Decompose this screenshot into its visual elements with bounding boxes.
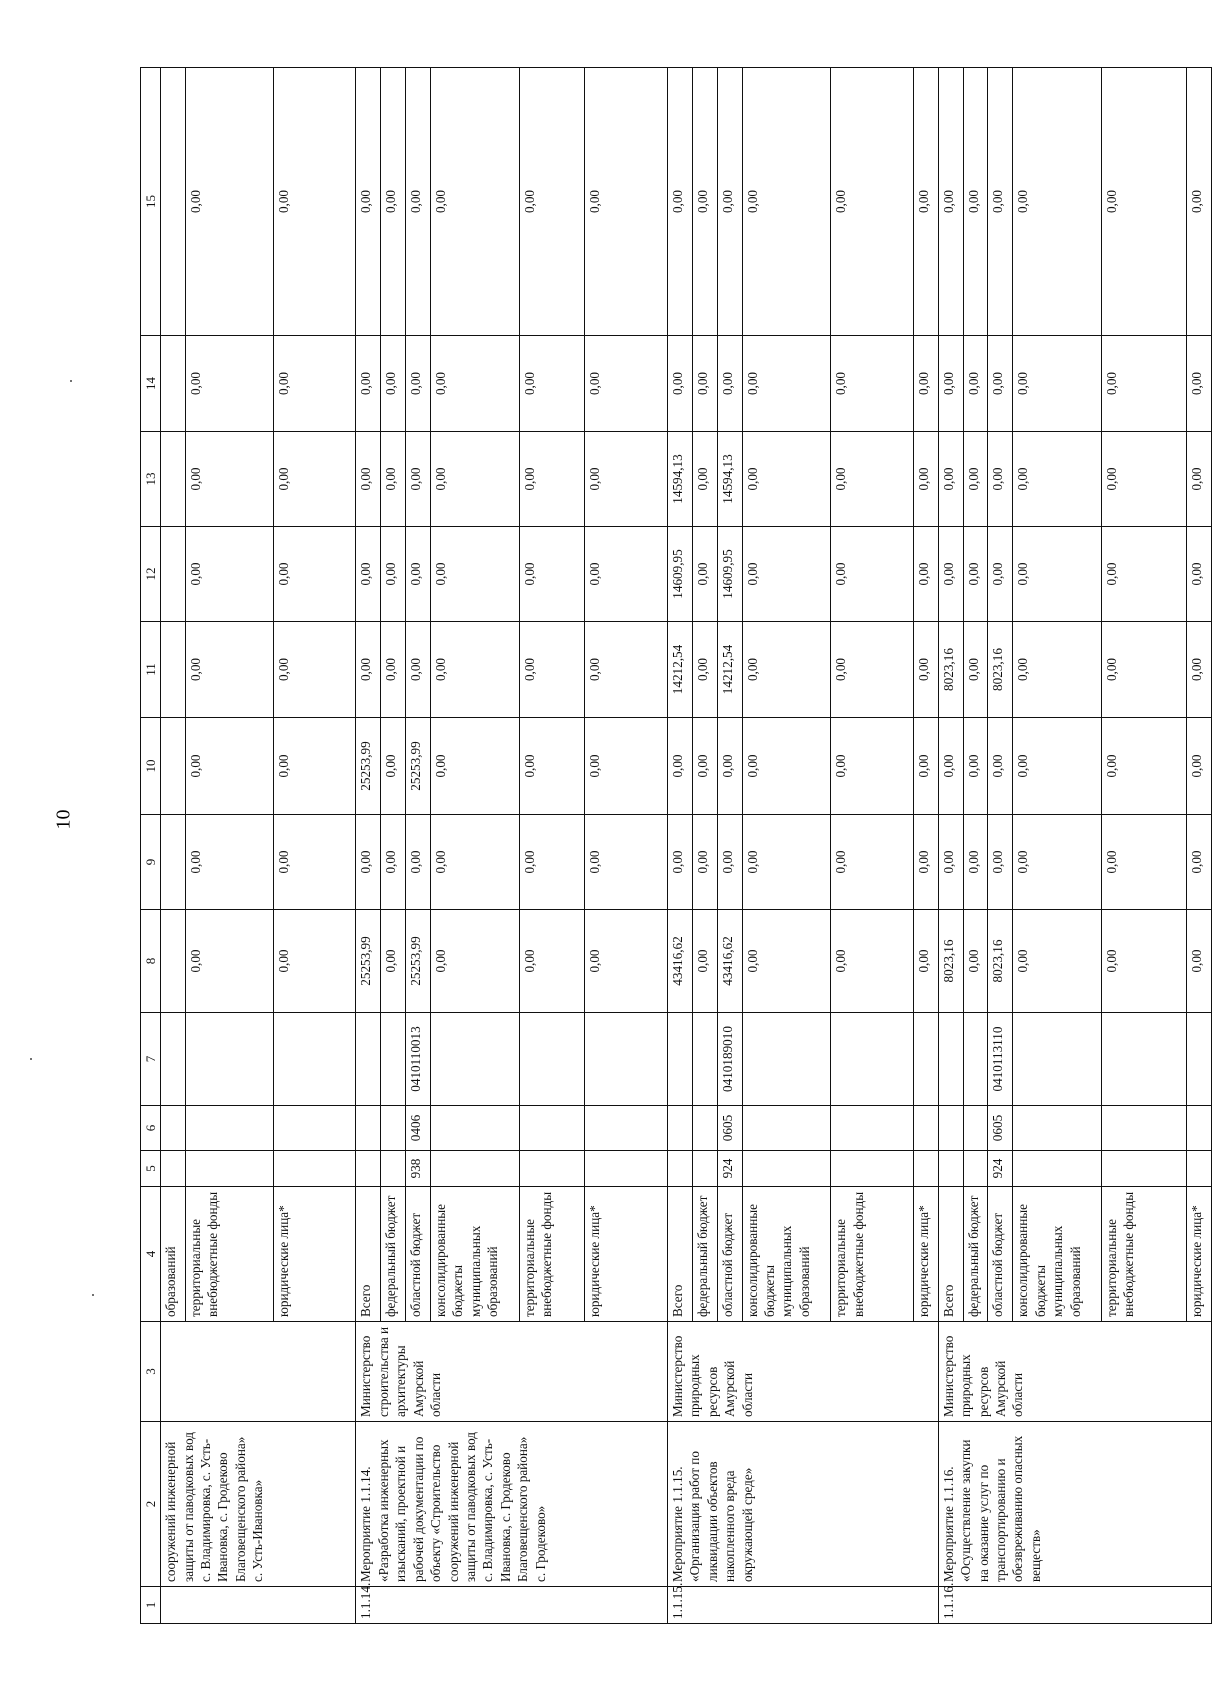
amount-cell: 0,00 xyxy=(406,68,431,336)
funding-source-cell: федеральный бюджет xyxy=(692,1187,717,1322)
empty-code-cell xyxy=(356,1013,381,1106)
amount-cell: 0,00 xyxy=(668,718,693,815)
amount-cell: 0,00 xyxy=(963,68,988,336)
empty-code-cell xyxy=(938,1106,963,1151)
empty-code-cell xyxy=(963,1106,988,1151)
amount-cell: 0,00 xyxy=(913,910,938,1013)
amount-cell: 0,00 xyxy=(1187,910,1212,1013)
amount-cell: 0,00 xyxy=(381,815,406,910)
page-number: 10 xyxy=(52,809,75,830)
funding-source-cell: Всего xyxy=(668,1187,693,1322)
scan-speck xyxy=(92,1294,94,1296)
column-number-row xyxy=(141,68,161,1624)
amount-cell: 0,00 xyxy=(742,718,830,815)
amount-cell: 8023,16 xyxy=(938,910,963,1013)
empty-code-cell xyxy=(668,1106,693,1151)
column-number: 2 xyxy=(141,1422,161,1587)
funding-source-cell: юридические лица* xyxy=(585,1187,668,1322)
amount-cell: 0,00 xyxy=(1101,336,1186,432)
amount-cell xyxy=(161,336,186,432)
amount-cell: 0,00 xyxy=(381,432,406,527)
amount-cell: 0,00 xyxy=(186,622,274,718)
amount-cell: 14594,13 xyxy=(668,432,693,527)
amount-cell: 0,00 xyxy=(519,432,585,527)
empty-code-cell xyxy=(381,1106,406,1151)
funding-source-cell: консолидированные бюджеты муниципальных образований xyxy=(1013,1187,1101,1322)
empty-code-cell xyxy=(1013,1106,1101,1151)
grbs-code-cell: 938 xyxy=(406,1151,431,1187)
target-code-cell: 0410189010 xyxy=(717,1013,742,1106)
amount-cell: 0,00 xyxy=(431,718,519,815)
target-code-cell: 0410113110 xyxy=(988,1013,1013,1106)
empty-code-cell xyxy=(913,1106,938,1151)
amount-cell: 0,00 xyxy=(692,336,717,432)
column-number: 3 xyxy=(141,1322,161,1422)
empty-code-cell xyxy=(742,1106,830,1151)
section-code-cell xyxy=(273,1106,356,1151)
funding-source-cell: юридические лица* xyxy=(1187,1187,1212,1322)
amount-cell: 0,00 xyxy=(381,622,406,718)
amount-cell xyxy=(161,432,186,527)
amount-cell: 0,00 xyxy=(186,432,274,527)
amount-cell: 0,00 xyxy=(1101,622,1186,718)
amount-cell: 0,00 xyxy=(519,622,585,718)
amount-cell: 0,00 xyxy=(585,718,668,815)
amount-cell xyxy=(161,68,186,336)
amount-cell: 0,00 xyxy=(717,336,742,432)
amount-cell: 0,00 xyxy=(831,68,914,336)
amount-cell: 0,00 xyxy=(963,910,988,1013)
amount-cell: 0,00 xyxy=(963,432,988,527)
funding-source-cell: областной бюджет xyxy=(406,1187,431,1322)
amount-cell: 0,00 xyxy=(381,68,406,336)
amount-cell: 8023,16 xyxy=(988,622,1013,718)
amount-cell: 0,00 xyxy=(1013,622,1101,718)
empty-code-cell xyxy=(692,1106,717,1151)
amount-cell: 0,00 xyxy=(988,718,1013,815)
amount-cell: 0,00 xyxy=(186,527,274,622)
empty-code-cell xyxy=(1013,1013,1101,1106)
funding-source-cell: областной бюджет xyxy=(988,1187,1013,1322)
amount-cell: 0,00 xyxy=(963,815,988,910)
table-row xyxy=(668,68,693,1624)
amount-cell: 0,00 xyxy=(913,622,938,718)
amount-cell: 0,00 xyxy=(742,336,830,432)
measure-id-cell: 1.1.16. xyxy=(938,1587,1211,1624)
column-number: 12 xyxy=(141,527,161,622)
empty-code-cell xyxy=(519,1013,585,1106)
funding-source-cell: юридические лица* xyxy=(273,1187,356,1322)
amount-cell: 0,00 xyxy=(831,622,914,718)
column-number: 11 xyxy=(141,622,161,718)
amount-cell: 0,00 xyxy=(692,68,717,336)
amount-cell: 0,00 xyxy=(742,68,830,336)
amount-cell: 0,00 xyxy=(717,718,742,815)
empty-code-cell xyxy=(356,1106,381,1151)
amount-cell: 0,00 xyxy=(406,527,431,622)
amount-cell: 0,00 xyxy=(938,336,963,432)
amount-cell: 0,00 xyxy=(963,622,988,718)
empty-code-cell xyxy=(431,1106,519,1151)
empty-code-cell xyxy=(161,1013,186,1106)
amount-cell: 0,00 xyxy=(913,718,938,815)
target-code-cell xyxy=(273,1013,356,1106)
amount-cell: 0,00 xyxy=(273,622,356,718)
column-number: 8 xyxy=(141,910,161,1013)
amount-cell: 14212,54 xyxy=(717,622,742,718)
empty-code-cell xyxy=(186,1151,274,1187)
amount-cell: 0,00 xyxy=(519,68,585,336)
amount-cell: 0,00 xyxy=(186,910,274,1013)
empty-code-cell xyxy=(161,1106,186,1151)
amount-cell: 25253,99 xyxy=(406,910,431,1013)
empty-code-cell xyxy=(431,1151,519,1187)
amount-cell: 0,00 xyxy=(431,432,519,527)
table-row xyxy=(938,68,963,1624)
measure-name-cell: Мероприятие 1.1.15. «Организация работ по ликвидации объектов накопленного вреда окружающей среде» xyxy=(668,1422,939,1587)
amount-cell: 0,00 xyxy=(1187,527,1212,622)
amount-cell: 0,00 xyxy=(273,336,356,432)
measure-name-cell: Мероприятие 1.1.16. «Осуществление закупки на оказание услуг по транспортированию и обезвреживанию опасных веществ» xyxy=(938,1422,1211,1587)
empty-code-cell xyxy=(585,1106,668,1151)
amount-cell: 0,00 xyxy=(913,527,938,622)
amount-cell: 0,00 xyxy=(585,622,668,718)
target-code-cell: 0410110013 xyxy=(406,1013,431,1106)
amount-cell: 0,00 xyxy=(692,718,717,815)
empty-code-cell xyxy=(742,1013,830,1106)
amount-cell: 0,00 xyxy=(406,815,431,910)
amount-cell: 25253,99 xyxy=(356,910,381,1013)
amount-cell: 0,00 xyxy=(431,815,519,910)
empty-code-cell xyxy=(161,1151,186,1187)
measure-name-cell: Мероприятие 1.1.14. «Разработка инженерных изысканий, проектной и рабочей документации по объекту «Строительство сооружений инженерной защиты от паводковых вод с. Владимировка, с. Усть-Ивановка, с. Гродеково Благовещенского района» с. Гродеково» xyxy=(356,1422,668,1587)
amount-cell: 0,00 xyxy=(273,910,356,1013)
amount-cell: 0,00 xyxy=(519,336,585,432)
amount-cell: 0,00 xyxy=(585,68,668,336)
amount-cell: 0,00 xyxy=(1013,910,1101,1013)
column-number: 15 xyxy=(141,68,161,336)
amount-cell: 0,00 xyxy=(356,68,381,336)
amount-cell: 0,00 xyxy=(273,815,356,910)
amount-cell: 0,00 xyxy=(585,815,668,910)
empty-code-cell xyxy=(381,1013,406,1106)
amount-cell: 14594,13 xyxy=(717,432,742,527)
amount-cell: 0,00 xyxy=(717,815,742,910)
amount-cell: 0,00 xyxy=(988,336,1013,432)
amount-cell: 0,00 xyxy=(963,718,988,815)
amount-cell: 43416,62 xyxy=(717,910,742,1013)
amount-cell: 0,00 xyxy=(668,815,693,910)
amount-cell: 0,00 xyxy=(831,336,914,432)
amount-cell: 0,00 xyxy=(831,527,914,622)
empty-code-cell xyxy=(186,1013,274,1106)
amount-cell: 0,00 xyxy=(938,815,963,910)
amount-cell: 0,00 xyxy=(356,336,381,432)
amount-cell: 0,00 xyxy=(1101,718,1186,815)
amount-cell: 8023,16 xyxy=(988,910,1013,1013)
amount-cell: 0,00 xyxy=(381,718,406,815)
column-number: 7 xyxy=(141,1013,161,1106)
amount-cell: 0,00 xyxy=(381,910,406,1013)
amount-cell: 0,00 xyxy=(186,68,274,336)
funding-source-cell: Всего xyxy=(938,1187,963,1322)
amount-cell: 0,00 xyxy=(356,527,381,622)
grbs-code-cell: 924 xyxy=(988,1151,1013,1187)
funding-source-cell: консолидированные бюджеты муниципальных образований xyxy=(431,1187,519,1322)
amount-cell: 0,00 xyxy=(356,622,381,718)
amount-cell: 0,00 xyxy=(1013,68,1101,336)
amount-cell: 0,00 xyxy=(668,336,693,432)
funding-source-cell: Всего xyxy=(356,1187,381,1322)
empty-code-cell xyxy=(742,1151,830,1187)
grbs-code-cell: 924 xyxy=(717,1151,742,1187)
amount-cell: 0,00 xyxy=(742,910,830,1013)
amount-cell: 0,00 xyxy=(186,718,274,815)
empty-code-cell xyxy=(831,1013,914,1106)
amount-cell xyxy=(161,718,186,815)
amount-cell xyxy=(161,815,186,910)
funding-source-cell: образований xyxy=(161,1187,186,1322)
amount-cell: 0,00 xyxy=(519,527,585,622)
amount-cell: 0,00 xyxy=(742,815,830,910)
empty-code-cell xyxy=(186,1106,274,1151)
amount-cell: 0,00 xyxy=(431,527,519,622)
funding-source-cell: областной бюджет xyxy=(717,1187,742,1322)
amount-cell: 0,00 xyxy=(831,432,914,527)
amount-cell: 0,00 xyxy=(431,910,519,1013)
amount-cell: 0,00 xyxy=(742,527,830,622)
amount-cell: 0,00 xyxy=(585,432,668,527)
funding-source-cell: юридические лица* xyxy=(913,1187,938,1322)
amount-cell xyxy=(161,910,186,1013)
funding-source-cell: федеральный бюджет xyxy=(381,1187,406,1322)
amount-cell: 0,00 xyxy=(273,68,356,336)
amount-cell: 0,00 xyxy=(585,336,668,432)
amount-cell: 0,00 xyxy=(938,527,963,622)
amount-cell: 0,00 xyxy=(988,815,1013,910)
amount-cell: 8023,16 xyxy=(938,622,963,718)
amount-cell: 0,00 xyxy=(406,622,431,718)
empty-code-cell xyxy=(831,1106,914,1151)
amount-cell: 0,00 xyxy=(519,910,585,1013)
amount-cell: 0,00 xyxy=(585,527,668,622)
amount-cell: 0,00 xyxy=(963,527,988,622)
amount-cell: 0,00 xyxy=(356,432,381,527)
section-code-cell: 0605 xyxy=(717,1106,742,1151)
amount-cell: 43416,62 xyxy=(668,910,693,1013)
amount-cell: 0,00 xyxy=(406,336,431,432)
empty-code-cell xyxy=(519,1106,585,1151)
table-row xyxy=(161,68,186,1624)
amount-cell: 0,00 xyxy=(988,527,1013,622)
measure-id-cell: 1.1.15. xyxy=(668,1587,939,1624)
column-number: 9 xyxy=(141,815,161,910)
amount-cell: 14609,95 xyxy=(717,527,742,622)
measure-id-cell: 1.1.14. xyxy=(356,1587,668,1624)
amount-cell: 0,00 xyxy=(273,718,356,815)
rotated-table-container xyxy=(140,68,1212,1624)
column-number: 4 xyxy=(141,1187,161,1322)
executor-cell: Министерство природных ресурсов Амурской области xyxy=(668,1322,939,1422)
amount-cell: 25253,99 xyxy=(406,718,431,815)
amount-cell: 0,00 xyxy=(988,68,1013,336)
amount-cell: 0,00 xyxy=(1187,432,1212,527)
empty-code-cell xyxy=(692,1013,717,1106)
amount-cell: 0,00 xyxy=(831,815,914,910)
amount-cell: 0,00 xyxy=(913,815,938,910)
amount-cell: 0,00 xyxy=(519,718,585,815)
amount-cell: 0,00 xyxy=(1187,718,1212,815)
amount-cell: 0,00 xyxy=(913,68,938,336)
column-number: 5 xyxy=(141,1151,161,1187)
scan-speck xyxy=(70,380,72,382)
amount-cell: 0,00 xyxy=(1101,432,1186,527)
amount-cell: 0,00 xyxy=(585,910,668,1013)
amount-cell: 0,00 xyxy=(668,68,693,336)
amount-cell: 25253,99 xyxy=(356,718,381,815)
empty-code-cell xyxy=(938,1151,963,1187)
empty-code-cell xyxy=(963,1151,988,1187)
empty-code-cell xyxy=(938,1013,963,1106)
amount-cell: 0,00 xyxy=(913,336,938,432)
amount-cell: 0,00 xyxy=(1013,527,1101,622)
amount-cell: 0,00 xyxy=(1187,622,1212,718)
table-row xyxy=(356,68,381,1624)
amount-cell: 14609,95 xyxy=(668,527,693,622)
section-code-cell: 0605 xyxy=(988,1106,1013,1151)
amount-cell: 0,00 xyxy=(406,432,431,527)
empty-code-cell xyxy=(963,1013,988,1106)
amount-cell: 0,00 xyxy=(273,432,356,527)
section-code-cell: 0406 xyxy=(406,1106,431,1151)
amount-cell: 0,00 xyxy=(186,815,274,910)
column-number: 10 xyxy=(141,718,161,815)
budget-table xyxy=(140,67,1212,1624)
amount-cell: 14212,54 xyxy=(668,622,693,718)
amount-cell: 0,00 xyxy=(692,432,717,527)
amount-cell: 0,00 xyxy=(938,718,963,815)
empty-code-cell xyxy=(585,1151,668,1187)
amount-cell: 0,00 xyxy=(692,815,717,910)
amount-cell: 0,00 xyxy=(742,432,830,527)
empty-code-cell xyxy=(1101,1013,1186,1106)
amount-cell: 0,00 xyxy=(1187,815,1212,910)
amount-cell: 0,00 xyxy=(1013,718,1101,815)
empty-code-cell xyxy=(1187,1013,1212,1106)
empty-code-cell xyxy=(692,1151,717,1187)
amount-cell: 0,00 xyxy=(831,718,914,815)
amount-cell: 0,00 xyxy=(431,336,519,432)
grbs-code-cell xyxy=(273,1151,356,1187)
empty-code-cell xyxy=(431,1013,519,1106)
empty-code-cell xyxy=(913,1013,938,1106)
empty-code-cell xyxy=(1187,1151,1212,1187)
executor-cell: Министерство природных ресурсов Амурской области xyxy=(938,1322,1211,1422)
amount-cell: 0,00 xyxy=(1101,527,1186,622)
amount-cell: 0,00 xyxy=(1013,815,1101,910)
amount-cell: 0,00 xyxy=(963,336,988,432)
funding-source-cell: территориальные внебюджетные фонды xyxy=(186,1187,274,1322)
amount-cell: 0,00 xyxy=(717,68,742,336)
column-number: 13 xyxy=(141,432,161,527)
amount-cell: 0,00 xyxy=(381,527,406,622)
amount-cell: 0,00 xyxy=(938,68,963,336)
column-number: 1 xyxy=(141,1587,161,1624)
amount-cell: 0,00 xyxy=(1101,910,1186,1013)
column-number: 14 xyxy=(141,336,161,432)
funding-source-cell: федеральный бюджет xyxy=(963,1187,988,1322)
measure-id-cell xyxy=(161,1587,356,1624)
measure-name-cell: сооружений инженерной защиты от паводковых вод с. Владимировка, с. Усть-Ивановка, с. Гродеково Благовещенского района» с. Усть-Ивановка» xyxy=(161,1422,356,1587)
amount-cell: 0,00 xyxy=(692,910,717,1013)
column-number: 6 xyxy=(141,1106,161,1151)
amount-cell: 0,00 xyxy=(431,68,519,336)
empty-code-cell xyxy=(668,1151,693,1187)
empty-code-cell xyxy=(913,1151,938,1187)
amount-cell: 0,00 xyxy=(273,527,356,622)
empty-code-cell xyxy=(1101,1151,1186,1187)
empty-code-cell xyxy=(831,1151,914,1187)
scan-speck xyxy=(30,1058,32,1060)
empty-code-cell xyxy=(381,1151,406,1187)
amount-cell: 0,00 xyxy=(1101,68,1186,336)
amount-cell: 0,00 xyxy=(831,910,914,1013)
empty-code-cell xyxy=(519,1151,585,1187)
executor-cell: Министерство строительства и архитектуры Амурской области xyxy=(356,1322,668,1422)
amount-cell: 0,00 xyxy=(381,336,406,432)
amount-cell: 0,00 xyxy=(519,815,585,910)
amount-cell: 0,00 xyxy=(356,815,381,910)
amount-cell: 0,00 xyxy=(1013,336,1101,432)
empty-code-cell xyxy=(1013,1151,1101,1187)
funding-source-cell: территориальные внебюджетные фонды xyxy=(831,1187,914,1322)
amount-cell: 0,00 xyxy=(431,622,519,718)
empty-code-cell xyxy=(1101,1106,1186,1151)
empty-code-cell xyxy=(585,1013,668,1106)
funding-source-cell: консолидированные бюджеты муниципальных образований xyxy=(742,1187,830,1322)
amount-cell: 0,00 xyxy=(1101,815,1186,910)
funding-source-cell: территориальные внебюджетные фонды xyxy=(1101,1187,1186,1322)
empty-code-cell xyxy=(356,1151,381,1187)
amount-cell: 0,00 xyxy=(742,622,830,718)
funding-source-cell: территориальные внебюджетные фонды xyxy=(519,1187,585,1322)
amount-cell xyxy=(161,622,186,718)
amount-cell: 0,00 xyxy=(1187,68,1212,336)
amount-cell xyxy=(161,527,186,622)
empty-code-cell xyxy=(1187,1106,1212,1151)
amount-cell: 0,00 xyxy=(692,527,717,622)
amount-cell: 0,00 xyxy=(913,432,938,527)
amount-cell: 0,00 xyxy=(692,622,717,718)
amount-cell: 0,00 xyxy=(1187,336,1212,432)
amount-cell: 0,00 xyxy=(938,432,963,527)
amount-cell: 0,00 xyxy=(1013,432,1101,527)
amount-cell: 0,00 xyxy=(988,432,1013,527)
amount-cell: 0,00 xyxy=(186,336,274,432)
executor-cell xyxy=(161,1322,356,1422)
empty-code-cell xyxy=(668,1013,693,1106)
